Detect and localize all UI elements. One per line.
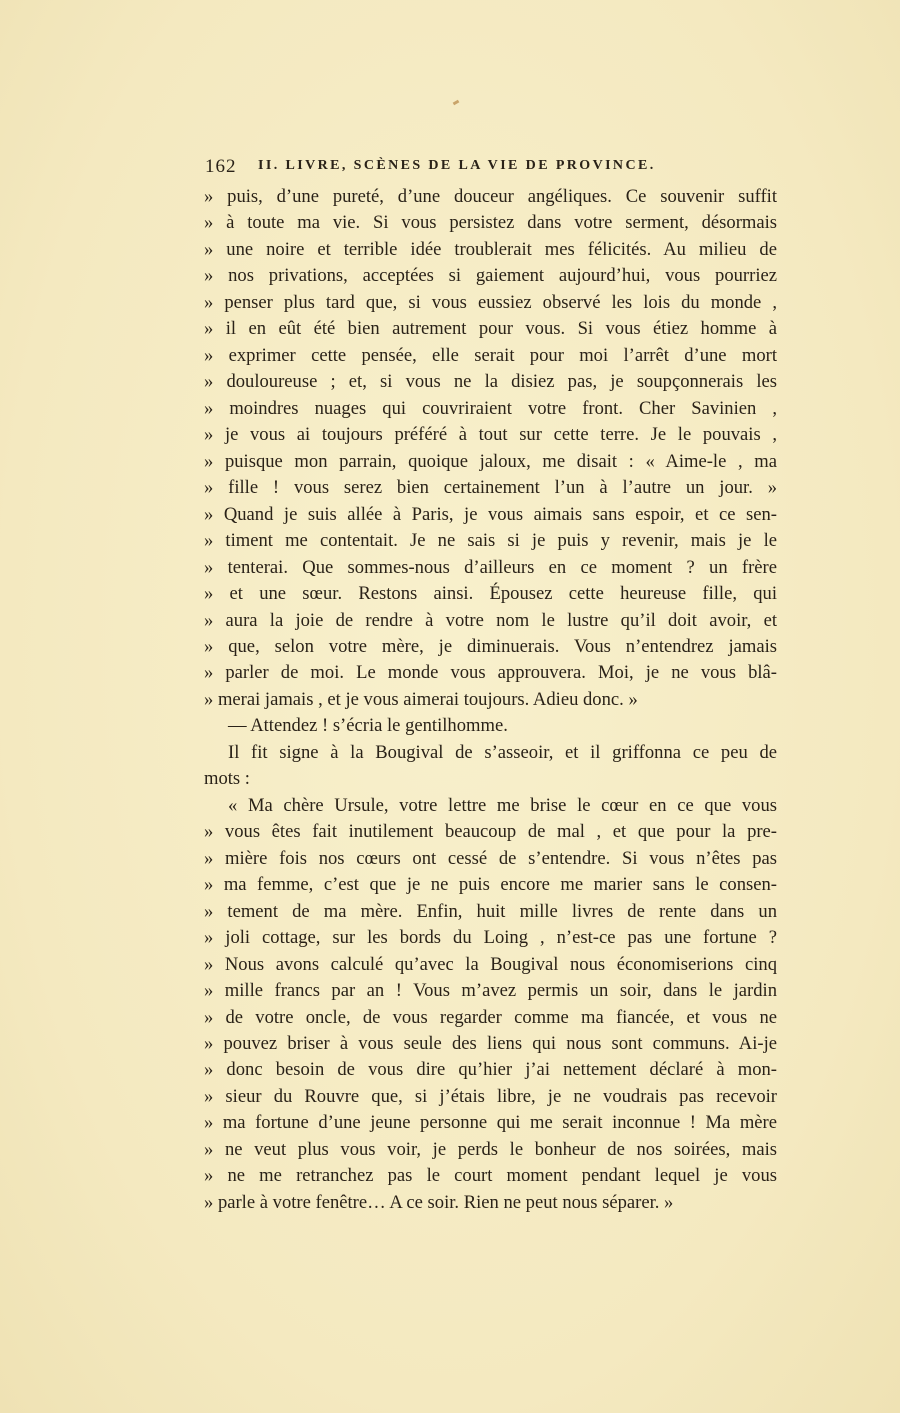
text-line: Il fit signe à la Bougival de s’asseoir, et il griffonna ce peu de [228,741,777,763]
text-line: mots : [204,768,250,790]
text-line: » je vous ai toujours préféré à tout sur cette terre. Je le pouvais , [204,424,777,446]
text-line: » tement de ma mère. Enfin, huit mille livres de rente dans un [204,900,777,922]
text-line: » mille francs par an ! Vous m’avez permis un soir, dans le jardin [204,980,777,1002]
body-text [204,184,777,1216]
text-line: » timent me contentait. Je ne sais si je puis y revenir, mais je le [204,530,777,552]
text-line: » aura la joie de rendre à votre nom le lustre qu’il doit avoir, et [204,609,777,631]
text-line: — Attendez ! s’écria le gentilhomme. [228,715,508,737]
text-line: » puis, d’une pureté, d’une douceur angéliques. Ce souvenir suffit [204,186,777,207]
text-line: » pouvez briser à vous seule des liens qui nous sont communs. Ai-je [204,1033,777,1054]
running-title: II. LIVRE, SCÈNES DE LA VIE DE PROVINCE. [258,158,656,173]
text-line: » que, selon votre mère, je diminuerais. Vous n’entendrez jamais [204,635,777,657]
text-line: » joli cottage, sur les bords du Loing , n’est-ce pas une fortune ? [204,927,777,949]
text-line: » exprimer cette pensée, elle serait pour moi l’arrêt d’une mort [204,344,777,366]
text-line: » Quand je suis allée à Paris, je vous aimais sans espoir, et ce sen- [204,503,777,525]
text-line: » à toute ma vie. Si vous persistez dans votre serment, désormais [204,212,777,234]
text-line: » il en eût été bien autrement pour vous. Si vous étiez homme à [204,318,777,340]
text-line: » nos privations, acceptées si gaiement aujourd’hui, vous pourriez [204,265,777,287]
text-line: » ne veut plus vous voir, je perds le bonheur de nos soirées, mais [204,1138,777,1160]
text-line: » parle à votre fenêtre… A ce soir. Rien ne peut nous séparer. » [204,1191,674,1213]
page-number: 162 [205,156,237,177]
text-line: » parler de moi. Le monde vous approuvera. Moi, je ne vous blâ- [204,662,777,684]
text-line: » ma femme, c’est que je ne puis encore me marier sans le consen- [204,874,777,896]
text-line: » fille ! vous serez bien certainement l’un à l’autre un jour. » [204,477,777,499]
text-line: » tenterai. Que sommes-nous d’ailleurs en ce moment ? un frère [204,556,777,578]
text-line: » Nous avons calculé qu’avec la Bougival nous économiserions cinq [204,953,777,975]
text-line: » puisque mon parrain, quoique jaloux, me disait : « Aime-le , ma [204,450,777,472]
running-header [205,156,715,180]
text-line: » douloureuse ; et, si vous ne la disiez pas, je soupçonnerais les [204,371,777,393]
text-line: » moindres nuages qui couvriraient votre front. Cher Savinien , [204,397,777,419]
text-line: » merai jamais , et je vous aimerai toujours. Adieu donc. » [204,688,638,710]
text-line: « Ma chère Ursule, votre lettre me brise le cœur en ce que vous [228,794,777,816]
text-line: » mière fois nos cœurs ont cessé de s’entendre. Si vous n’êtes pas [204,847,777,869]
text-line: » et une sœur. Restons ainsi. Épousez cette heureuse fille, qui [204,583,777,605]
text-line: » vous êtes fait inutilement beaucoup de mal , et que pour la pre- [204,821,777,843]
text-line: » penser plus tard que, si vous eussiez observé les lois du monde , [204,291,777,313]
text-line: » donc besoin de vous dire qu’hier j’ai nettement déclaré à mon- [204,1059,777,1081]
text-line: » de votre oncle, de vous regarder comme ma fiancée, et vous ne [204,1006,777,1028]
text-line: » ma fortune d’une jeune personne qui me serait inconnue ! Ma mère [204,1112,777,1134]
text-line: » une noire et terrible idée troublerait mes félicités. Au milieu de [204,238,777,260]
text-line: » sieur du Rouvre que, si j’étais libre, je ne voudrais pas recevoir [204,1085,777,1107]
text-line: » ne me retranchez pas le court moment pendant lequel je vous [204,1165,777,1187]
